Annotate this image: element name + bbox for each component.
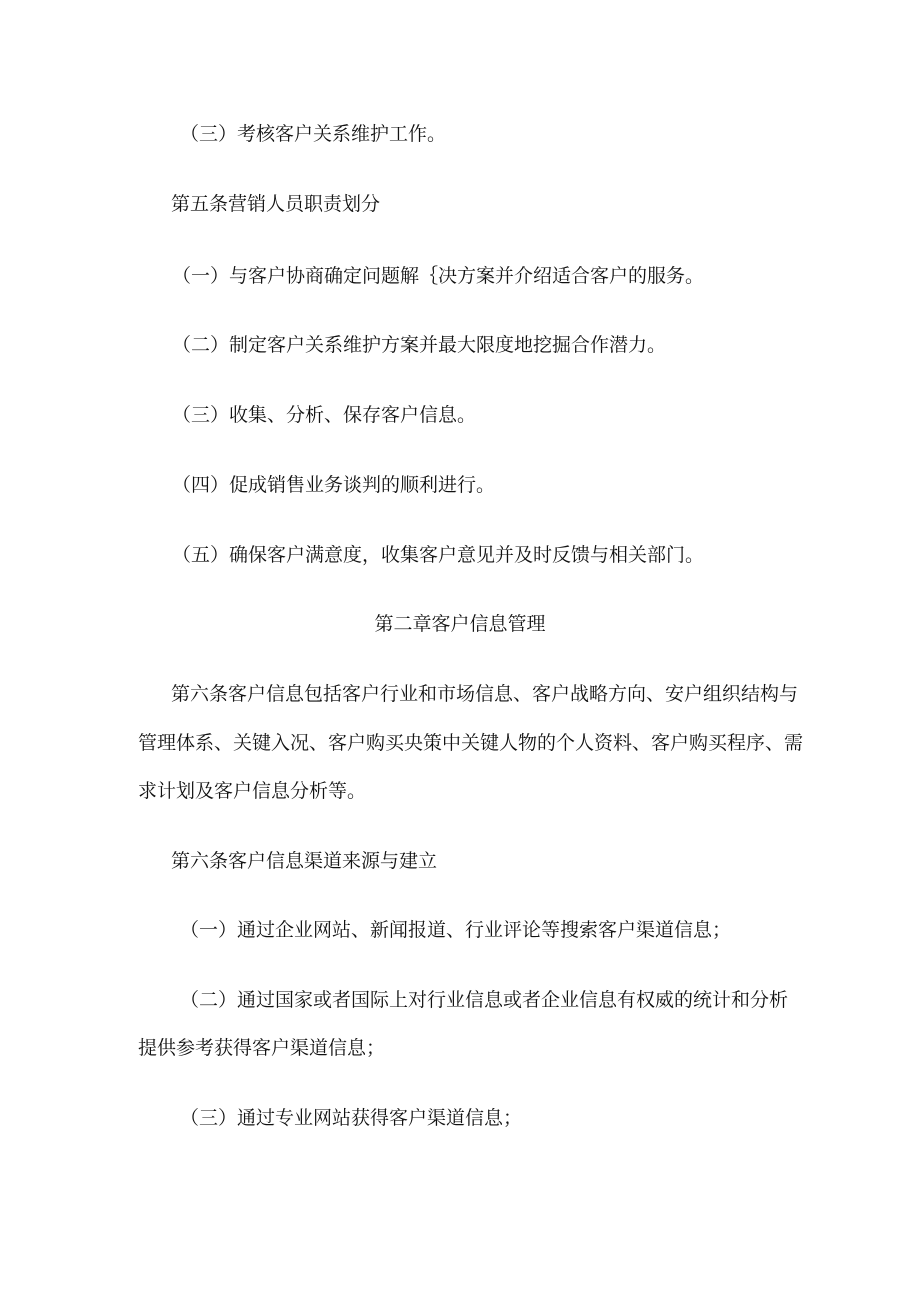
list-item: （四）促成销售业务谈判的顺利进行。 (172, 474, 496, 496)
list-item-continuation: 提供参考获得客户渠道信息； (138, 1037, 386, 1059)
list-item: （一）与客户协商确定问题解｛决方案并介绍适合客户的服务。 (172, 265, 705, 287)
article-heading: 第六条客户信息渠道来源与建立 (171, 850, 438, 872)
list-item: （二）通过国家或者国际上对行业信息或者企业信息有权威的统计和分析 (180, 989, 789, 1011)
list-item: （五）确保客户满意度，收集客户意见并及时反馈与相关部门。 (172, 544, 705, 566)
paragraph-line: 管理体系、关键入况、客户购买央策中关键人物的个人资料、客户购买程序、需 (138, 732, 804, 754)
list-item: （三）通过专业网站获得客户渠道信息； (180, 1107, 523, 1129)
paragraph-line: 第六条客户信息包括客户行业和市场信息、客户战略方向、安户组织结构与 (171, 683, 799, 705)
paragraph-line: 求计划及客户信息分析等。 (138, 780, 367, 802)
article-heading: 第五条营销人员职责划分 (171, 193, 381, 215)
chapter-heading: 第二章客户信息管理 (374, 613, 546, 635)
list-item: （二）制定客户关系维护方案并最大限度地挖掘合作潜力。 (172, 334, 667, 356)
list-item: （一）通过企业网站、新闻报道、行业评论等搜索客户渠道信息； (180, 919, 732, 941)
list-item: （三）考核客户关系维护工作。 (180, 123, 447, 145)
list-item: （三）收集、分析、保存客户信息。 (172, 404, 477, 426)
